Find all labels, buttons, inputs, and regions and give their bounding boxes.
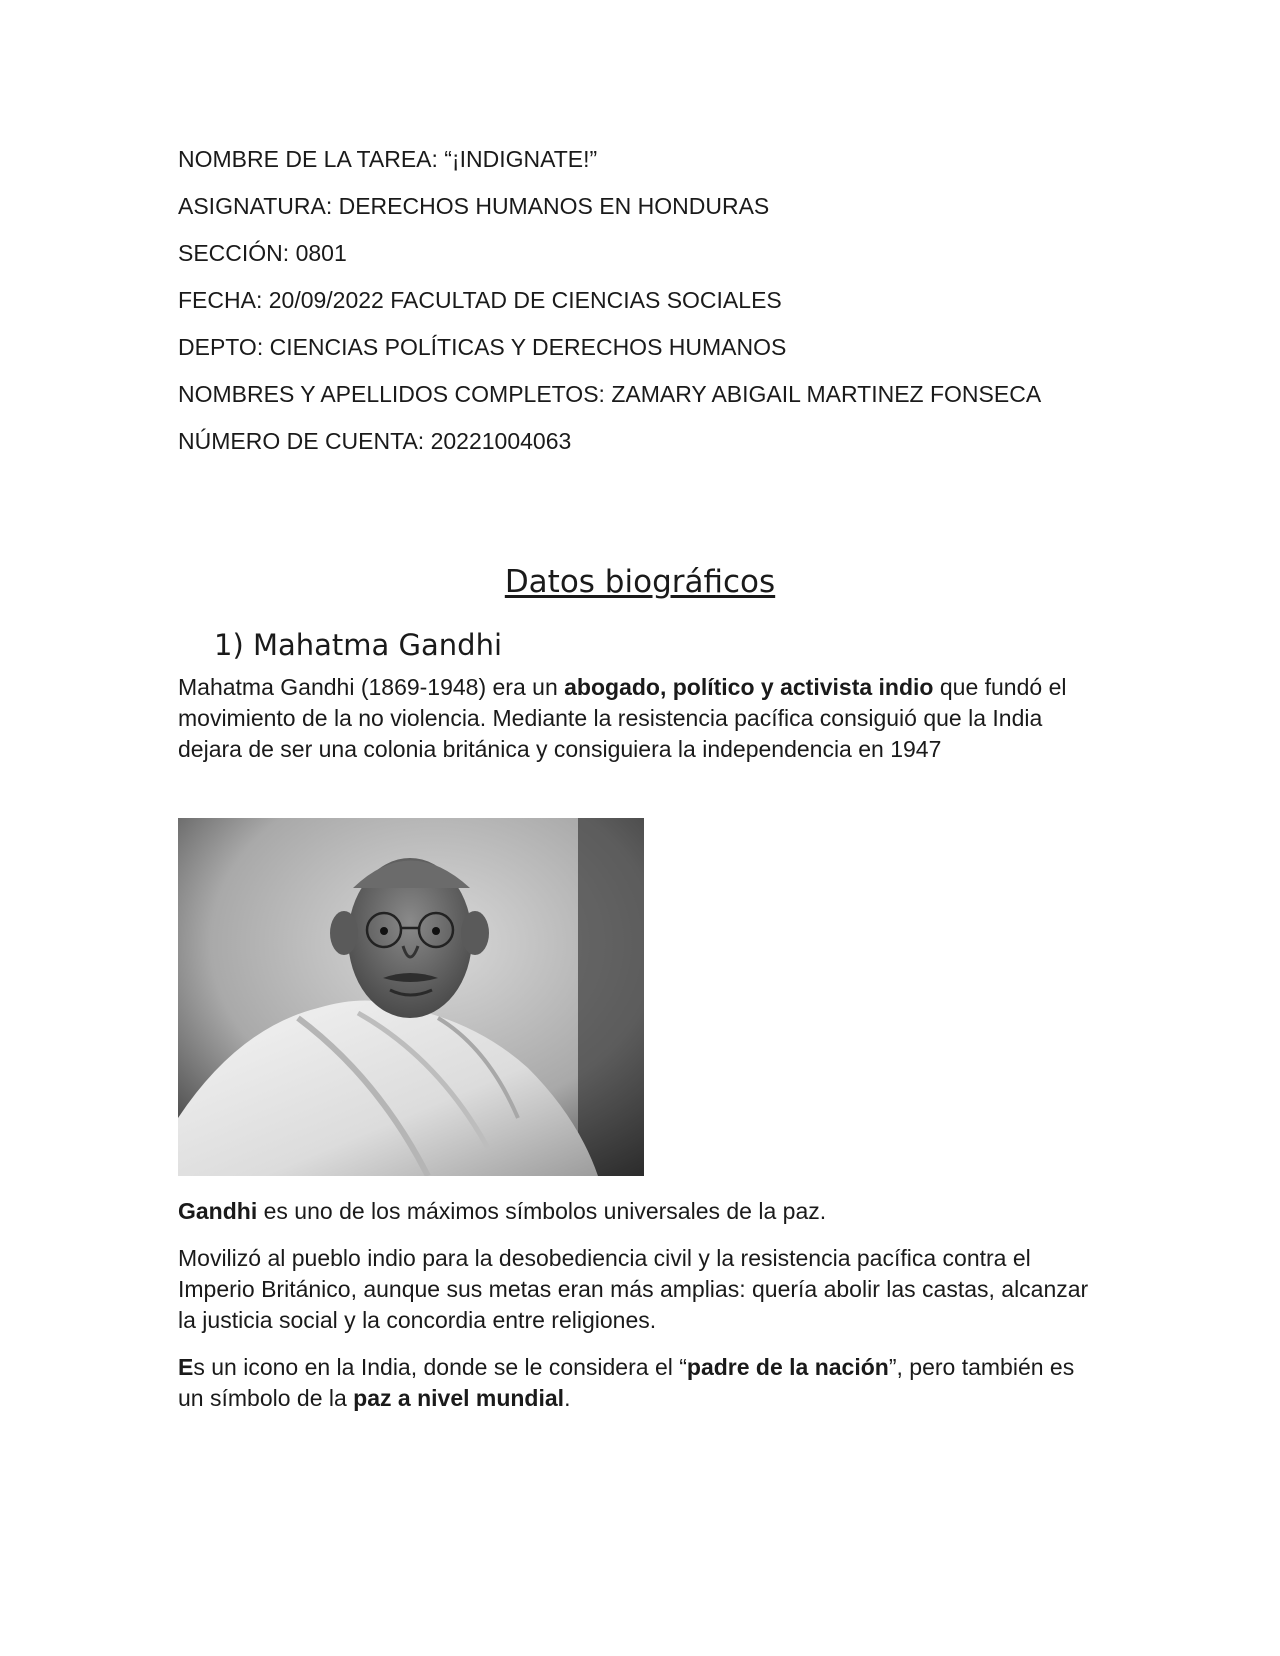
title-text: Datos biográficos [504,564,776,600]
intro-paragraph [178,672,1098,765]
task-name: NOMBRE DE LA TAREA: “¡INDIGNATE!” [178,146,598,172]
symbol-bold: Gandhi [178,1198,258,1224]
mobilization-paragraph [178,1243,1098,1336]
header-block [178,144,1108,473]
icon-paragraph [178,1352,1098,1414]
date-line: FECHA: 20/09/2022 FACULTAD DE CIENCIAS SOCIALES [178,287,782,313]
intro-text-1: Mahatma Gandhi (1869-1948) era un [178,674,565,700]
subject-line: ASIGNATURA: DERECHOS HUMANOS EN HONDURAS [178,193,770,219]
account-number-line: NÚMERO DE CUENTA: 20221004063 [178,428,572,454]
mobilization-text: Movilizó al pueblo indio para la desobediencia civil y la resistencia pacífica contra el Imperio Británico, aunque sus metas eran más amplias: quería abolir las castas, alcanzar la justicia social y la concordia entre religiones. [178,1245,1089,1333]
icon-text-1: s un icono en la India, donde se le considera el “ [193,1354,687,1380]
intro-bold: abogado, político y activista indio [564,674,934,700]
section-line: SECCIÓN: 0801 [178,240,347,266]
department-line: DEPTO: CIENCIAS POLÍTICAS Y DERECHOS HUMANOS [178,334,787,360]
icon-text-2: ”, pero también es un símbolo de la [178,1354,1075,1411]
gandhi-photo [178,818,644,1176]
symbol-text: es uno de los máximos símbolos universales de la paz. [257,1198,827,1224]
gandhi-portrait-image [178,818,644,1176]
student-name-line: NOMBRES Y APELLIDOS COMPLETOS: ZAMARY ABIGAIL MARTINEZ FONSECA [178,381,1042,407]
page-title [0,562,1280,602]
section-heading: 1) Mahatma Gandhi [214,628,503,662]
icon-bold-3: paz a nivel mundial [353,1385,565,1411]
symbol-paragraph [178,1196,1098,1227]
icon-bold-1: E [178,1354,194,1380]
icon-text-3: . [564,1385,571,1411]
icon-bold-2: padre de la nación [686,1354,889,1380]
intro-text-2: que fundó el movimiento de la no violencia. Mediante la resistencia pacífica consiguió que la India dejara de ser una colonia británica y consiguiera la independencia en 1947 [178,674,1067,762]
